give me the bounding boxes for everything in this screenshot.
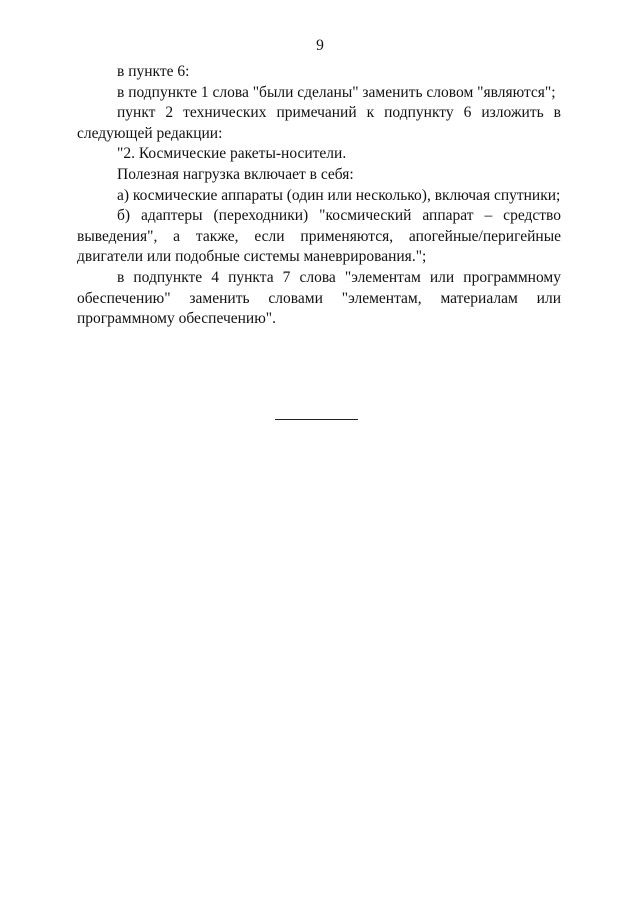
end-separator-line	[275, 419, 358, 420]
paragraph-2: в подпункте 1 слова "были сделаны" заменить словом "являются";	[117, 83, 556, 101]
document-body	[77, 62, 561, 330]
page-number: 9	[316, 37, 324, 54]
paragraph-8: в подпункте 4 пункта 7 слова "элементам или программному обеспечению" заменить словами "элементам, материалам или программному обеспечению".	[77, 268, 561, 328]
paragraph-4: "2. Космические ракеты-носители.	[117, 145, 347, 163]
paragraph-5: Полезная нагрузка включает в себя:	[117, 165, 354, 183]
paragraph-3: пункт 2 технических примечаний к подпункту 6 изложить в следующей редакции:	[77, 104, 561, 142]
paragraph-6: а) космические аппараты (один или несколько), включая спутники;	[117, 186, 561, 204]
paragraph-1: в пункте 6:	[117, 63, 190, 80]
paragraph-7: б) адаптеры (переходники) "космический аппарат – средство выведения", а также, если применяются, апогейные/перигейные двигатели или подобные системы маневрирования.";	[77, 207, 561, 266]
